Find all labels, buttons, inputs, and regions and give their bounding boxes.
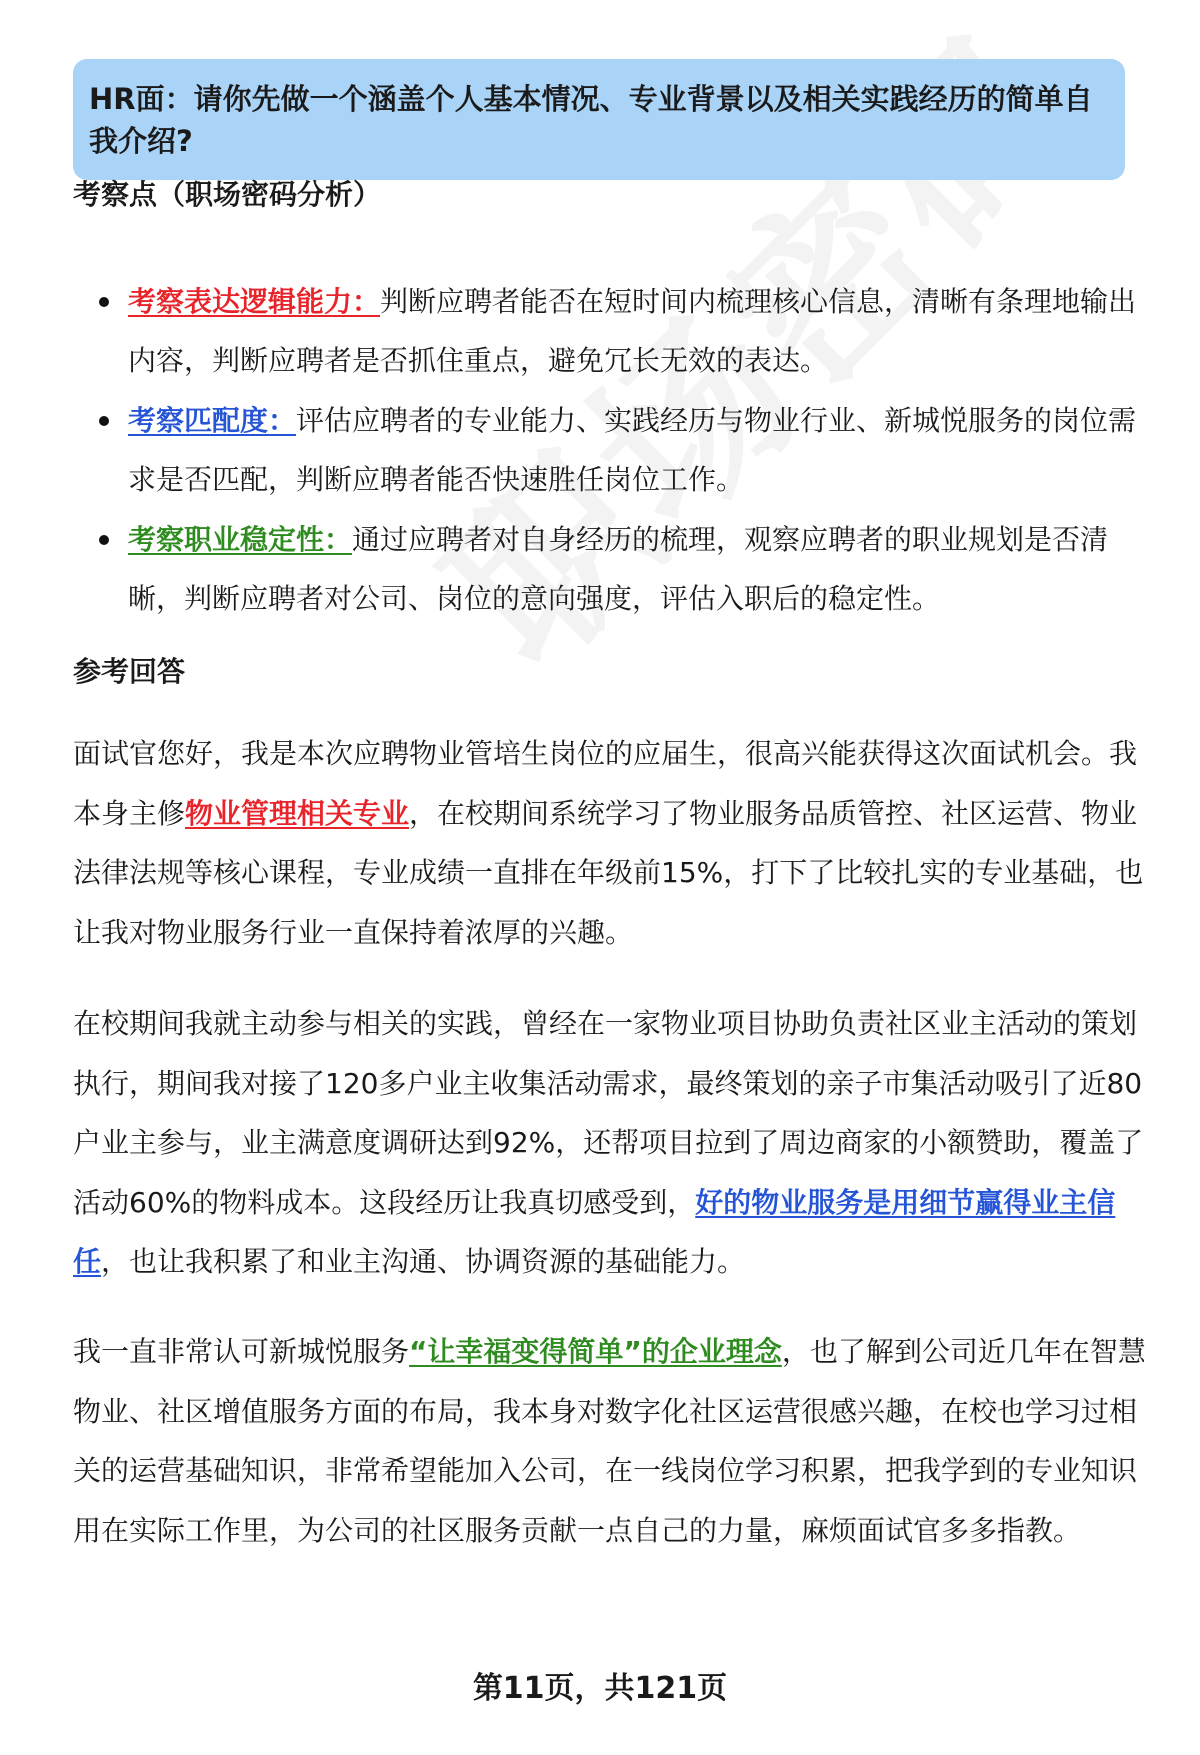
analysis-point (73, 272, 1153, 390)
analysis-points (73, 272, 1153, 628)
page-number: 第11页，共121页 (472, 1671, 728, 1706)
bullet-dot-icon (99, 297, 109, 307)
paragraph-text: ，在校期间系统学习了物业服务品质管控、社区运营、物业法律法规等核心课程，专业成绩一直排在年级前15%，打下了比较扎实的专业基础，也让我对物业服务行业一直保持着浓厚的兴趣。 (73, 796, 1144, 949)
point-text: 评估应聘者的专业能力、实践经历与物业行业、新城悦服务的岗位需求是否匹配，判断应聘者能否快速胜任岗位工作。 (128, 404, 1137, 496)
paragraph-text: ，也了解到公司近几年在智慧物业、社区增值服务方面的布局，我本身对数字化社区运营很感兴趣，在校也学习过相关的运营基础知识，非常希望能加入公司，在一线岗位学习积累，把我学到的专业知识用在实际工作里，为公司的社区服务贡献一点自己的力量，麻烦面试官多多指教。 (73, 1335, 1146, 1547)
answer-heading: 参考回答 (73, 655, 186, 688)
bullet-dot-icon (99, 535, 109, 545)
analysis-point (73, 510, 1153, 628)
question-box: HR面：请你先做一个涵盖个人基本情况、专业背景以及相关实践经历的简单自我介绍? (73, 59, 1125, 180)
analysis-point (73, 391, 1153, 509)
bullet-dot-icon (99, 416, 109, 426)
analysis-heading: 考察点（职场密码分析） (73, 178, 382, 211)
point-text: 判断应聘者能否在短时间内梳理核心信息，清晰有条理地输出内容，判断应聘者是否抓住重点，避免冗长无效的表达。 (128, 285, 1137, 377)
paragraph-text: 我一直非常认可新城悦服务 (73, 1335, 410, 1368)
paragraph-text: ，也让我积累了和业主沟通、协调资源的基础能力。 (101, 1245, 746, 1278)
answer-paragraph (73, 994, 1153, 1292)
answer-paragraph (73, 724, 1153, 962)
point-text: 通过应聘者对自身经历的梳理，观察应聘者的职业规划是否清晰，判断应聘者对公司、岗位的意向强度，评估入职后的稳定性。 (128, 523, 1109, 615)
point-label: 考察匹配度： (128, 404, 297, 437)
point-label: 考察职业稳定性： (128, 523, 353, 556)
paragraph-text: 在校期间我就主动参与相关的实践，曾经在一家物业项目协助负责社区业主活动的策划执行，期间我对接了120多户业主收集活动需求，最终策划的亲子市集活动吸引了近80户业主参与，业主满意度调研达到92%，还帮项目拉到了周边商家的小额赞助，覆盖了活动60%的物料成本。这段经历让我真切感受到， (73, 1007, 1144, 1219)
paragraph-highlight: 物业管理相关专业 (185, 796, 410, 830)
answer-paragraph (73, 1322, 1153, 1560)
paragraph-highlight: “让幸福变得简单”的企业理念 (409, 1335, 782, 1368)
paragraph-highlight: 好的物业服务是用细节赢得业主信任 (73, 1185, 1116, 1278)
point-label: 考察表达逻辑能力： (128, 285, 381, 318)
paragraph-text: 面试官您好，我是本次应聘物业管培生岗位的应届生，很高兴能获得这次面试机会。我本身主修 (73, 737, 1138, 830)
